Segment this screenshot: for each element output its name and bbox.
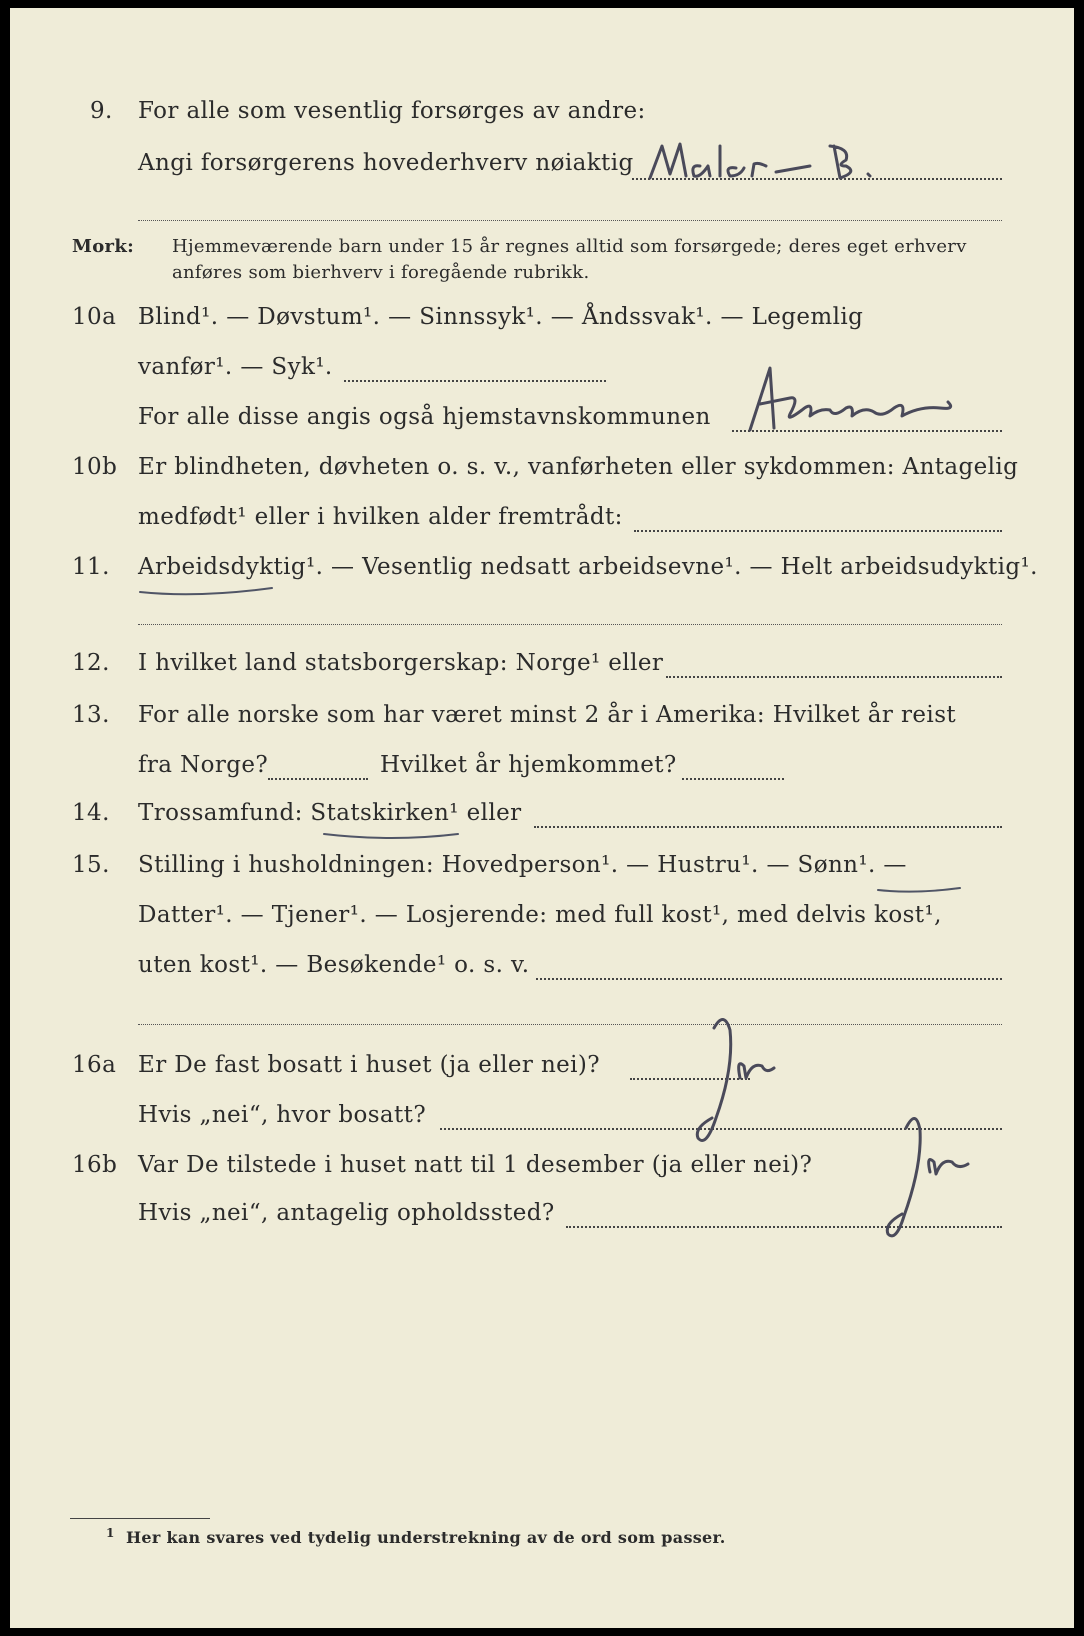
q16b-number: 16b bbox=[72, 1152, 118, 1178]
q14-text-1: Trossamfund: Statskirken¹ eller bbox=[138, 800, 522, 826]
q13-number: 13. bbox=[72, 702, 110, 728]
q12-answer-line bbox=[666, 676, 1002, 678]
q10b-answer-line bbox=[634, 530, 1002, 532]
census-form-page bbox=[10, 8, 1074, 1628]
q13-text-1: For alle norske som har været minst 2 år i Amerika: Hvilket år reist bbox=[138, 702, 957, 728]
q10b-text-1: Er blindheten, døvheten o. s. v., vanførheten eller sykdommen: Antagelig bbox=[138, 454, 1019, 480]
q10b-number: 10b bbox=[72, 454, 118, 480]
q13-text-2a: fra Norge? bbox=[138, 752, 269, 778]
footnote-mark: 1 bbox=[106, 1526, 115, 1540]
q9-text-2: Angi forsørgerens hovederhverv nøiaktig bbox=[138, 150, 634, 176]
note-label: Mork: bbox=[72, 236, 135, 257]
q15-underline-sonn bbox=[876, 884, 966, 896]
q16a-text-1: Er De fast bosatt i huset (ja eller nei)? bbox=[138, 1052, 601, 1078]
q9-handwritten-answer bbox=[640, 136, 980, 186]
q11-extra-line bbox=[138, 624, 1002, 625]
q12-number: 12. bbox=[72, 650, 110, 676]
q14-number: 14. bbox=[72, 800, 110, 826]
q16b-text-1: Var De tilstede i huset natt til 1 desember (ja eller nei)? bbox=[138, 1152, 813, 1178]
q9-text-1: For alle som vesentlig forsørges av andre: bbox=[138, 98, 646, 124]
q16a-text-2: Hvis „nei“, hvor bosatt? bbox=[138, 1102, 427, 1128]
footnote-rule bbox=[70, 1518, 210, 1519]
q14-underline-statskirken bbox=[322, 828, 462, 842]
q11-number: 11. bbox=[72, 554, 110, 580]
q10a-text-2: vanfør¹. — Syk¹. bbox=[138, 354, 333, 380]
q16b-text-2: Hvis „nei“, antagelig opholdssted? bbox=[138, 1200, 555, 1226]
q15-text-3: uten kost¹. — Besøkende¹ o. s. v. bbox=[138, 952, 530, 978]
q10a-number: 10a bbox=[72, 304, 117, 330]
q15-answer-line bbox=[536, 978, 1002, 980]
q10a-text-1: Blind¹. — Døvstum¹. — Sinnssyk¹. — Åndssvak¹. — Legemlig bbox=[138, 304, 864, 330]
footnote-text: Her kan svares ved tydelig understrekning av de ord som passer. bbox=[126, 1528, 726, 1547]
q13-text-2b: Hvilket år hjemkommet? bbox=[380, 752, 677, 778]
q16a-number: 16a bbox=[72, 1052, 117, 1078]
q13-hjemkommet-line bbox=[682, 778, 784, 780]
q9-extra-line bbox=[138, 220, 1002, 221]
note-text-2: anføres som bierhverv i foregående rubrikk. bbox=[172, 262, 590, 283]
q16a-handwritten-answer bbox=[690, 1008, 800, 1158]
q12-text-1: I hvilket land statsborgerskap: Norge¹ eller bbox=[138, 650, 664, 676]
q10b-text-2: medfødt¹ eller i hvilken alder fremtrådt: bbox=[138, 504, 623, 530]
q15-extra-line bbox=[138, 1024, 1002, 1025]
q10a-syk-line bbox=[344, 380, 606, 382]
note-text-1: Hjemmeværende barn under 15 år regnes alltid som forsørgede; deres eget erhverv bbox=[172, 236, 967, 257]
q11-text-1: Arbeidsdyktig¹. — Vesentlig nedsatt arbeidsevne¹. — Helt arbeidsudyktig¹. bbox=[138, 554, 1038, 580]
q10a-handwritten-answer bbox=[730, 358, 970, 438]
q9-number: 9. bbox=[90, 98, 113, 124]
q16b-handwritten-answer bbox=[880, 1106, 990, 1256]
q11-underline-arbeidsdyktig bbox=[138, 584, 278, 598]
q14-answer-line bbox=[534, 826, 1002, 828]
q15-number: 15. bbox=[72, 852, 110, 878]
q10a-text-3: For alle disse angis også hjemstavnskommunen bbox=[138, 404, 711, 430]
q15-text-1: Stilling i husholdningen: Hovedperson¹. — Hustru¹. — Sønn¹. — bbox=[138, 852, 907, 878]
q13-reist-line bbox=[268, 778, 368, 780]
q15-text-2: Datter¹. — Tjener¹. — Losjerende: med full kost¹, med delvis kost¹, bbox=[138, 902, 942, 928]
